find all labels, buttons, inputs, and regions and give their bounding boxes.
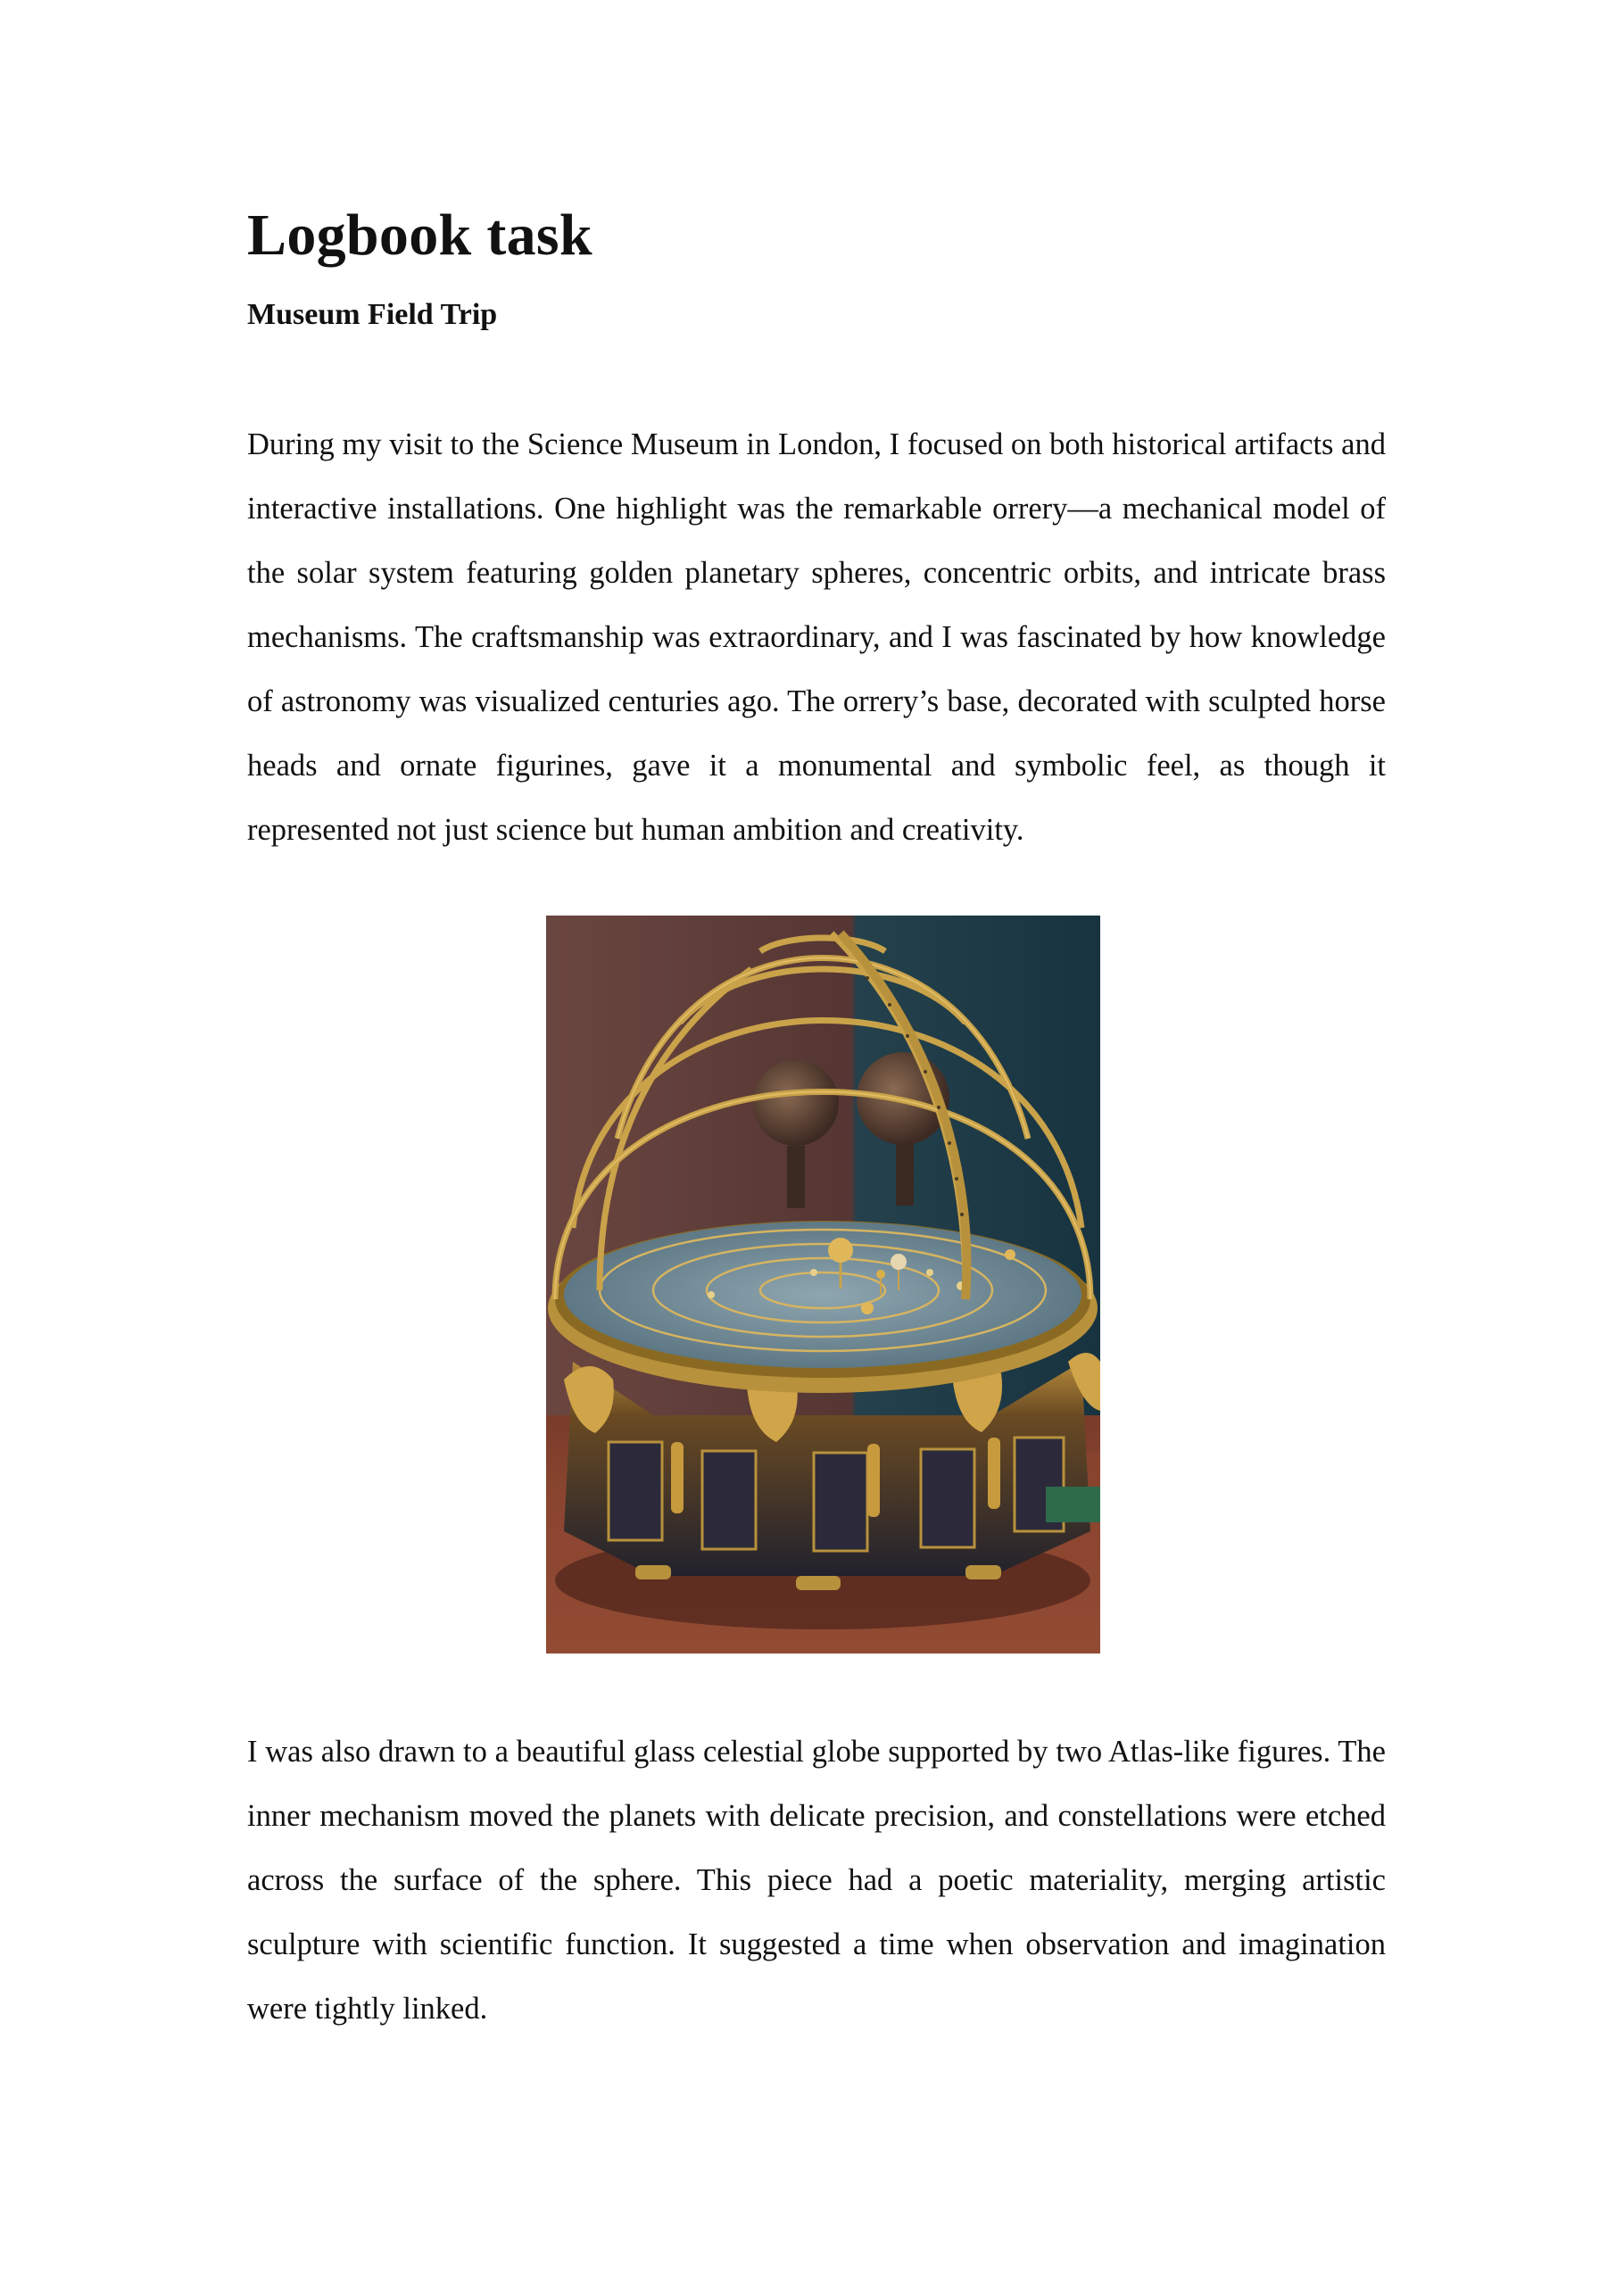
page-subtitle: Museum Field Trip	[247, 298, 498, 331]
paragraph-orrery: During my visit to the Science Museum in London, I focused on both historical artifacts and interactive installations. One highlight was the remarkable orrery—a mechanical model of the solar system featuring golden planetary spheres, concentric orbits, and intricate brass mechanisms. The craftsmanship was extraordinary, and I was fascinated by how knowledge of astronomy was visualized centuries ago. The orrery’s base, decorated with sculpted horse heads and ornate figurines, gave it a monumental and symbolic feel, as though it represented not just science but human ambition and creativity.	[247, 427, 1386, 847]
page-title: Logbook task	[247, 203, 592, 268]
paragraph-celestial-globe: I was also drawn to a beautiful glass celestial globe supported by two Atlas-like figures. The inner mechanism moved the planets with delicate precision, and constellations were etched across the surface of the sphere. This piece had a poetic materiality, merging artistic sculpture with scientific function. It suggested a time when observation and imagination were tightly linked.	[247, 1735, 1386, 2026]
orrery-photo	[546, 916, 1100, 1654]
orrery-illustration	[546, 916, 1100, 1654]
